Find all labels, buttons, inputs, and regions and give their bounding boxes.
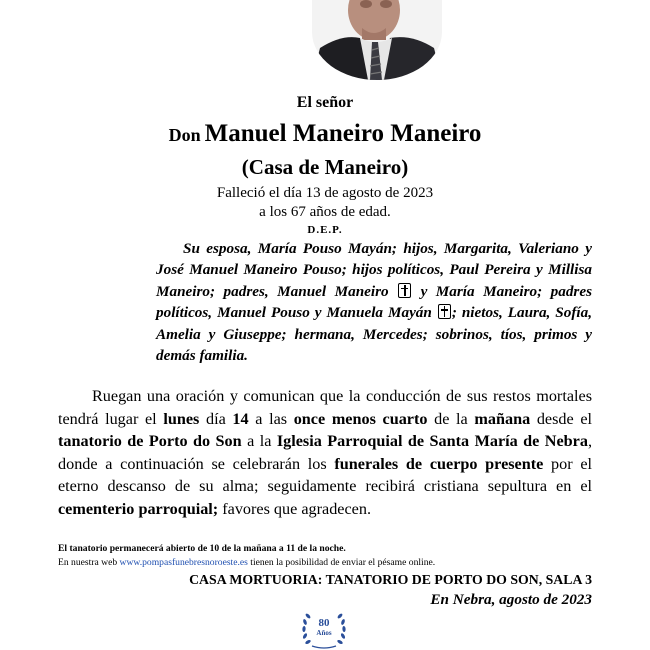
deceased-name-line [0,120,650,148]
title-prefix: El señor [296,94,354,111]
deceased-portrait-photo [312,0,442,80]
tanatorio-hours-note: El tanatorio permanecerá abierto de 10 de la mañana a 11 de la noche. [58,543,346,554]
dep-label: D.E.P. [307,224,343,236]
website-link[interactable]: www.pompasfunebresnoroeste.es [119,557,248,568]
honorific: Don [168,125,201,145]
web-condolence-note [58,557,435,568]
announcement-highlight: lunes [163,409,200,428]
announcement-paragraph [58,385,592,521]
announcement-highlight: once menos cuarto [293,409,428,428]
announcement-text: a las [248,409,294,428]
family-paragraph [156,238,592,366]
announcement-highlight: 14 [232,409,249,428]
announcement-highlight: cementerio parroquial; [58,499,219,518]
announcement-highlight: tanatorio de Porto do Son [58,432,242,451]
family-text-part1: Su esposa, María Pouso Mayán; hijos, Margarita, Valeriano y José Manuel Maneiro Pouso; hijos políticos, Paul Pereira y Millisa Maneiro; padres, Manuel Maneiro [156,240,592,300]
announcement-text: , donde a continuación se celebrarán los [58,432,592,473]
web-note-prefix: En nuestra web [58,557,120,568]
family-text-part3: ; nietos, Laura, Sofía, Amelia y Giuseppe; hermana, Mercedes; sobrinos, tíos, primos y demás familia. [156,304,593,365]
deceased-cross-icon [438,304,451,319]
announcement-text: Ruegan una oración y comunican que la conducción de sus restos mortales tendrá lugar el [58,387,592,428]
house-alias: (Casa de Maneiro) [241,155,409,179]
logo-word: Años [316,629,332,637]
announcement-text: por el eterno descanso de su alma; seguidamente recibirá cristiana sepultura en el [58,454,593,496]
announcement-text: de la [427,409,475,428]
anniversary-logo-text [296,618,352,638]
announcement-text: desde el [530,409,593,428]
logo-number: 80 [318,617,330,629]
place-and-date: En Nebra, agosto de 2023 [430,591,592,608]
announcement-highlight: funerales de cuerpo presente [334,454,544,473]
announcement-highlight: Iglesia Parroquial de Santa María de Nebra [276,432,588,451]
announcement-text: a la [241,432,277,451]
family-text-part2: y María Maneiro; padres políticos, Manuel Pouso y Manuela Mayán [156,282,592,322]
death-date: Falleció el día 13 de agosto de 2023 [216,185,434,201]
announcement-highlight: mañana [474,409,531,428]
announcement-text: día [199,409,233,428]
deceased-name: Manuel Maneiro Maneiro [204,120,482,147]
deceased-cross-icon [398,283,411,298]
age-at-death: a los 67 años de edad. [259,204,391,220]
announcement-text: favores que agradecen. [218,499,371,518]
casa-mortuoria: CASA MORTUORIA: TANATORIO DE PORTO DO SON, SALA 3 [189,572,592,587]
web-note-suffix: tienen la posibilidad de enviar el pésame online. [247,557,436,568]
